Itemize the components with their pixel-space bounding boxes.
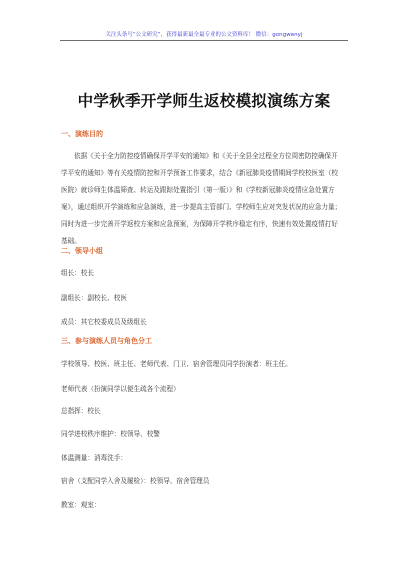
roles-line: 宿舍（支配同学入舍及履检）：校领导、宿舍管理员 [61,477,210,485]
paragraph-line: 基础。 [61,237,81,245]
leadership-line: 组长：校长 [61,269,94,277]
leadership-line: 副组长：副校长、校医 [61,294,127,302]
header-note: 关注头条号“公文研究”，获得最新最全最专业的公文资料库！ 微信：gongwenyj [105,32,303,38]
roles-line: 总指挥：校长 [61,407,101,415]
section-heading-roles: 三、参与演练人员与角色分工 [61,337,152,345]
roles-line: 学校领导、校医、班主任、老师代表、门卫、宿舍管理员同学扮演者：班主任。 [61,360,292,368]
paragraph-line: 医院）就诊师生体温筛查、转运及跟踪处置指引（第一版）》和《学校新冠肺炎疫情应急处置方 [61,186,335,194]
roles-line: 体温测量：消毒洗手： [61,454,127,462]
paragraph-line: 依据《关于全力防控疫情确保开学平安的通知》和《关于全县全过程全方位周密防控确保开 [74,152,338,160]
section-heading-purpose: 一、演练目的 [61,130,103,138]
paragraph-line: 学平安的通知》等有关疫情防控和开学预备工作要求，结合《新冠肺炎疫情期间学校校医室（校 [61,169,338,177]
section-paragraph-purpose [61,148,353,250]
document-title: 中学秋季开学师生返校模拟演练方案 [77,92,331,110]
leadership-line: 成员：其它校委成员及级组长 [61,318,147,326]
roles-line: 同学进校秩序维护：校领导、校警 [61,430,160,438]
header-divider [60,40,348,41]
roles-line: 教室：观室： [61,501,101,509]
paragraph-line: 案》，通过组织开学演练和应急演练，进一步提高主管部门、学校师生应对突发状况的应急力量； [61,203,342,211]
roles-line: 老师代表（扮演同学以便生疏各个流程） [61,385,180,393]
section-heading-leadership: 二、领导小组 [61,247,103,255]
paragraph-line: 同时为进一步完善开学返校方案和应急预案，为保障开学秩序稳定有序，快速有效处置疫情打好 [61,220,338,228]
